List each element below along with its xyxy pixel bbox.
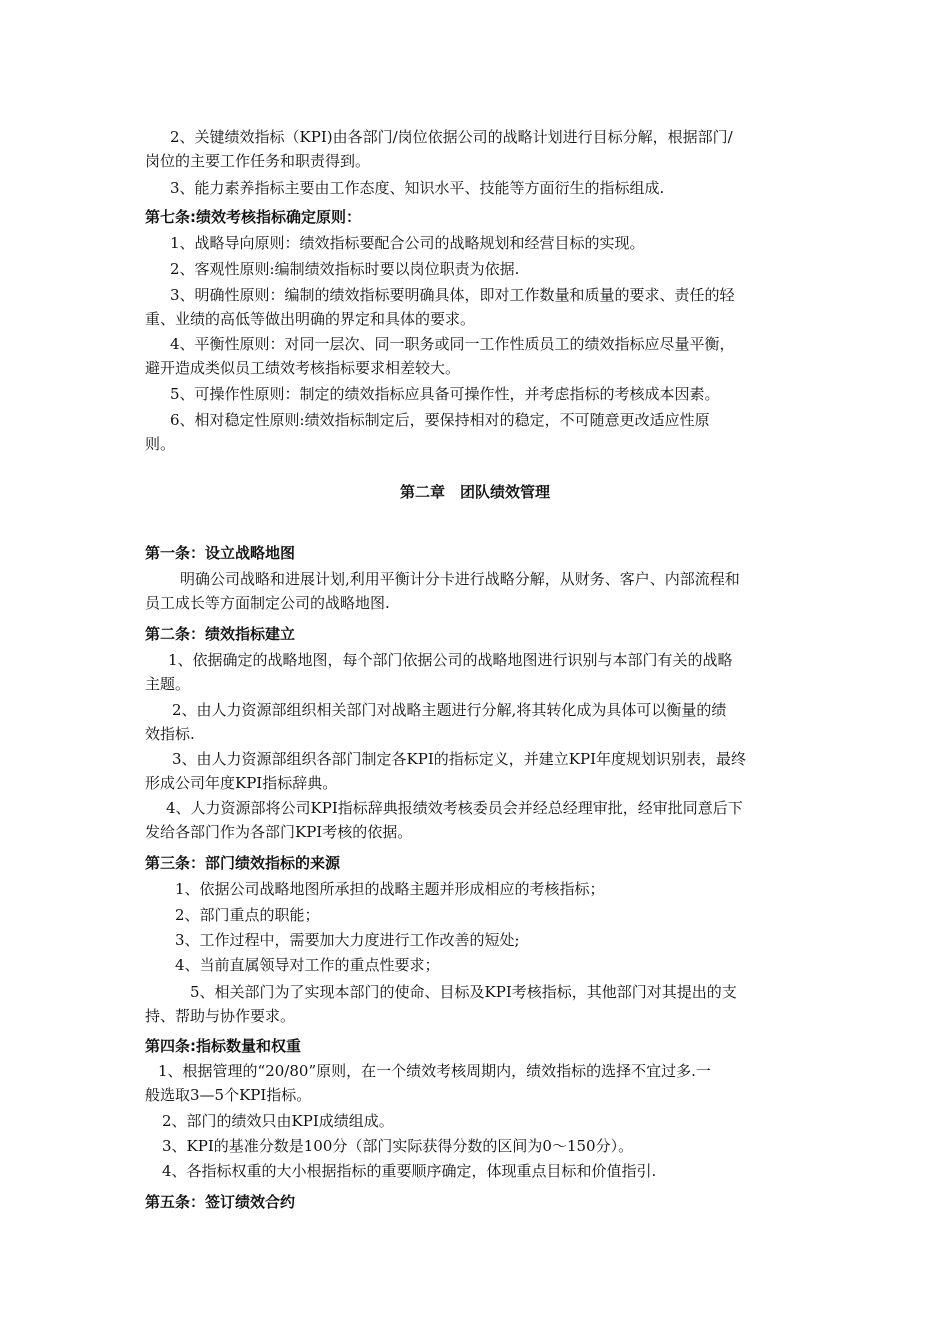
- paragraph-line: 2、部门重点的职能；: [175, 906, 320, 924]
- article-heading: 第二条：绩效指标建立: [145, 625, 296, 643]
- paragraph-line: 2、关键绩效指标（KPI)由各部门/岗位依据公司的战略计划进行目标分解，根据部门/: [170, 128, 733, 146]
- paragraph-line: 1、依据确定的战略地图，每个部门依据公司的战略地图进行识别与本部门有关的战略: [168, 651, 733, 669]
- paragraph-line: 1、根据管理的“20/80”原则，在一个绩效考核周期内，绩效指标的选择不宜过多.一: [158, 1062, 711, 1080]
- paragraph-line: 4、平衡性原则：对同一层次、同一职务或同一工作性质员工的绩效指标应尽量平衡，: [170, 335, 735, 353]
- paragraph-line: 明确公司战略和进展计划,利用平衡计分卡进行战略分解，从财务、客户、内部流程和: [180, 570, 740, 588]
- paragraph-line: 重、业绩的高低等做出明确的界定和具体的要求。: [145, 310, 476, 328]
- paragraph-line: 5、可操作性原则：制定的绩效指标应具备可操作性，并考虑指标的考核成本因素。: [170, 385, 720, 403]
- paragraph-line: 2、由人力资源部组织相关部门对战略主题进行分解,将其转化成为具体可以衡量的绩: [172, 701, 727, 719]
- paragraph-line: 岗位的主要工作任务和职责得到。: [145, 152, 371, 170]
- paragraph-line: 则。: [145, 435, 176, 453]
- paragraph-line: 4、各指标权重的大小根据指标的重要顺序确定，体现重点目标和价值指引.: [162, 1162, 657, 1180]
- paragraph-line: 2、客观性原则:编制绩效指标时要以岗位职责为依据.: [170, 260, 520, 278]
- paragraph-line: 般选取3—5个KPI指标。: [145, 1086, 312, 1104]
- paragraph-line: 效指标.: [145, 725, 195, 743]
- article-heading: 第五条：签订绩效合约: [145, 1193, 296, 1211]
- paragraph-line: 3、工作过程中，需要加大力度进行工作改善的短处;: [175, 931, 520, 949]
- paragraph-line: 4、当前直属领导对工作的重点性要求；: [175, 956, 440, 974]
- paragraph-line: 1、依据公司战略地图所承担的战略主题并形成相应的考核指标；: [175, 880, 605, 898]
- article-heading: 第一条：设立战略地图: [145, 544, 296, 562]
- article-heading: 第四条:指标数量和权重: [145, 1037, 301, 1055]
- paragraph-line: 5、相关部门为了实现本部门的使命、目标及KPI考核指标，其他部门对其提出的支: [190, 983, 737, 1001]
- article-heading: 第三条：部门绩效指标的来源: [145, 854, 341, 872]
- chapter-title: 第二章 团队绩效管理: [399, 483, 550, 501]
- paragraph-line: 形成公司年度KPI指标辞典。: [145, 774, 338, 792]
- paragraph-line: 1、战略导向原则：绩效指标要配合公司的战略规划和经营目标的实现。: [170, 234, 645, 252]
- paragraph-line: 4、人力资源部将公司KPI指标辞典报绩效考核委员会并经总经理审批，经审批同意后下: [166, 799, 743, 817]
- paragraph-line: 3、由人力资源部组织各部门制定各KPI的指标定义，并建立KPI年度规划识别表，最终: [172, 750, 746, 768]
- paragraph-line: 主题。: [145, 675, 191, 693]
- paragraph-line: 员工成长等方面制定公司的战略地图.: [145, 594, 390, 612]
- paragraph-line: 持、帮助与协作要求。: [145, 1007, 296, 1025]
- article-heading: 第七条:绩效考核指标确定原则：: [145, 208, 362, 226]
- paragraph-line: 2、部门的绩效只由KPI成绩组成。: [162, 1112, 394, 1130]
- paragraph-line: 6、相对稳定性原则:绩效指标制定后，要保持相对的稳定，不可随意更改适应性原: [170, 411, 710, 429]
- paragraph-line: 3、KPI的基准分数是100分（部门实际获得分数的区间为0～150分）。: [162, 1137, 634, 1155]
- paragraph-line: 发给各部门作为各部门KPI考核的依据。: [145, 823, 413, 841]
- paragraph-line: 3、明确性原则：编制的绩效指标要明确具体，即对工作数量和质量的要求、责任的轻: [170, 286, 735, 304]
- paragraph-line: 避开造成类似员工绩效考核指标要求相差较大。: [145, 359, 461, 377]
- paragraph-line: 3、能力素养指标主要由工作态度、知识水平、技能等方面衍生的指标组成.: [170, 179, 665, 197]
